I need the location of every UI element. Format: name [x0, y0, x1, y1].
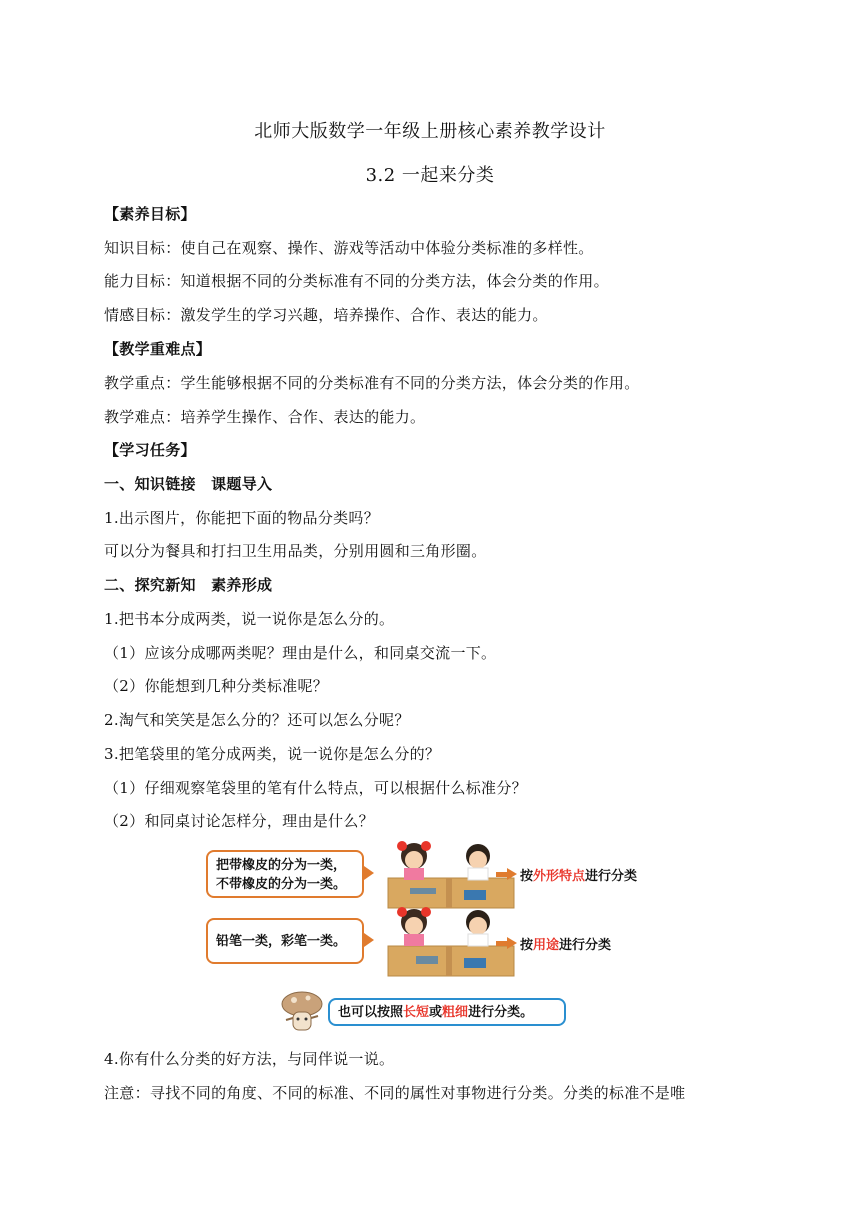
arrow-right-icon — [496, 869, 518, 879]
part2-item1-sub2: （2）你能想到几种分类标准呢？ — [104, 677, 329, 695]
bubble-tail-icon — [364, 933, 374, 947]
goal-emotion: 情感目标：激发学生的学习兴趣，培养操作、合作、表达的能力。 — [104, 306, 548, 324]
classification-illustration — [200, 838, 670, 1038]
note-text: 注意：寻找不同的角度、不同的标准、不同的属性对事物进行分类。分类的标准不是唯 — [104, 1084, 686, 1102]
goal-knowledge: 知识目标：使自己在观察、操作、游戏等活动中体验分类标准的多样性。 — [104, 239, 594, 257]
part2-item3-sub2: （2）和同桌讨论怎样分，理由是什么？ — [104, 812, 374, 830]
lesson-subtitle: 3.2 一起来分类 — [365, 165, 495, 186]
key-heading: 【教学重难点】 — [104, 340, 212, 358]
key-point: 教学重点：学生能够根据不同的分类标准有不同的分类方法，体会分类的作用。 — [104, 374, 640, 392]
part2-heading: 二、探究新知 素养形成 — [104, 576, 273, 594]
part2-item1-sub1: （1）应该分成哪两类呢？理由是什么，和同桌交流一下。 — [104, 644, 497, 662]
part2-item4: 4.你有什么分类的好方法，与同伴说一说。 — [104, 1050, 395, 1068]
usage-classification-label: 按用途进行分类 — [520, 938, 612, 953]
part1-item1-answer: 可以分为餐具和打扫卫生用品类，分别用圆和三角形圈。 — [104, 542, 487, 560]
mushroom-mascot-icon — [278, 990, 326, 1036]
task-heading: 【学习任务】 — [104, 441, 196, 459]
document-title: 北师大版数学一年级上册核心素养教学设计 — [254, 121, 606, 142]
speech-bubble-shape — [206, 850, 364, 898]
goals-heading: 【素养目标】 — [104, 205, 196, 223]
part1-heading: 一、知识链接 课题导入 — [104, 475, 273, 493]
bubble1-line1: 把带橡皮的分为一类， — [216, 858, 347, 873]
part1-item1: 1.出示图片，你能把下面的物品分类吗？ — [104, 509, 380, 527]
bubble-tail-icon — [364, 866, 374, 880]
bubble1-line2: 不带橡皮的分为一类。 — [216, 877, 347, 892]
goal-ability: 能力目标：知道根据不同的分类标准有不同的分类方法，体会分类的作用。 — [104, 272, 609, 290]
part2-item3-sub1: （1）仔细观察笔袋里的笔有什么特点，可以根据什么标准分？ — [104, 779, 527, 797]
difficult-point: 教学难点：培养学生操作、合作、表达的能力。 — [104, 408, 426, 426]
arrow-right-icon — [496, 938, 518, 948]
tip-box: 也可以按照长短或粗细进行分类。 — [328, 998, 566, 1026]
shape-classification-label: 按外形特点进行分类 — [520, 869, 638, 884]
part2-item1: 1.把书本分成两类，说一说你是怎么分的。 — [104, 610, 395, 628]
part2-item3: 3.把笔袋里的笔分成两类，说一说你是怎么分的？ — [104, 745, 441, 763]
speech-bubble-2: 铅笔一类，彩笔一类。 — [206, 918, 364, 964]
part2-item2: 2.淘气和笑笑是怎么分的？还可以怎么分呢？ — [104, 711, 410, 729]
